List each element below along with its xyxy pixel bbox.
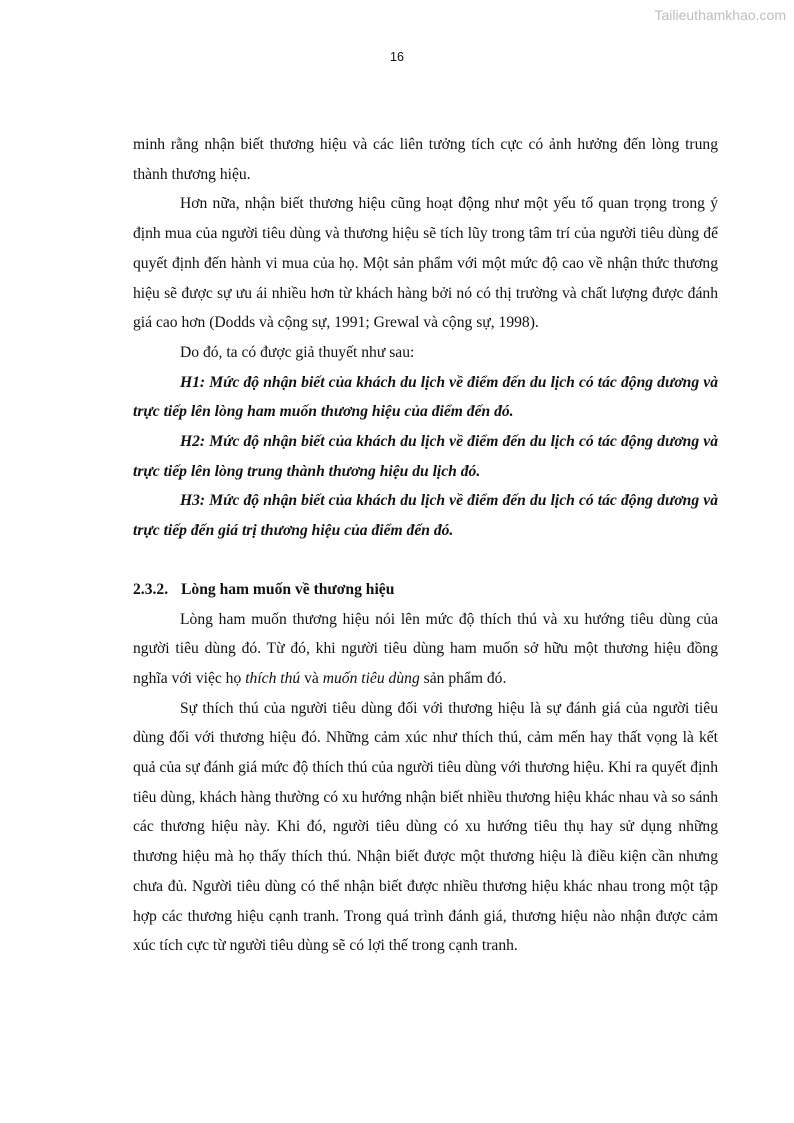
hypothesis-h2: H2: Mức độ nhận biết của khách du lịch về điểm đến du lịch có tác động dương và trực tiếp lên lòng trung thành thương hiệu du lịch đó. [133,433,718,480]
text-span: sản phẩm đó. [419,669,507,687]
paragraph-brand-desire [133,605,718,694]
emphasis-thich-thu: thích thú [245,669,301,687]
paragraph-brand-awareness: Hơn nữa, nhận biết thương hiệu cũng hoạt động như một yếu tố quan trọng trong ý định mua của người tiêu dùng và thương hiệu sẽ tích lũy trong tâm trí của người tiêu dùng để quyết định đến hành vi mua của họ. Một sản phẩm với một mức độ cao về nhận thức thương hiệu sẽ được sự ưu ái nhiều hơn từ khách hàng bởi nó có thị trường và chất lượng được đánh giá cao hơn (Dodds và cộng sự, 1991; Grewal và cộng sự, 1998). [133,195,718,332]
emphasis-muon-tieu-dung: muốn tiêu dùng [322,669,420,687]
paragraph-hypothesis-intro: Do đó, ta có được giả thuyết như sau: [180,343,415,361]
paragraph-continuation: minh rằng nhận biết thương hiệu và các liên tưởng tích cực có ảnh hưởng đến lòng trung thành thương hiệu. [133,136,718,183]
section-title: Lòng ham muốn về thương hiệu [181,580,395,598]
page-number: 16 [390,50,404,64]
text-span: Lòng ham muốn thương hiệu nói lên mức độ thích thú và xu hướng tiêu dùng của người tiêu dùng đó. Từ đó, khi người tiêu dùng ham muốn sở hữu một thương hiệu đồng nghĩa với việc họ [133,610,718,687]
section-heading [133,575,718,605]
paragraph-consumer-liking: Sự thích thú của người tiêu dùng đối với thương hiệu là sự đánh giá của người tiêu dùng đối với thương hiệu đó. Những cảm xúc như thích thú, cảm mến hay thất vọng là kết quả của sự đánh giá mức độ thích thú của người tiêu dùng với thương hiệu. Khi ra quyết định tiêu dùng, khách hàng thường có xu hướng nhận biết nhiều thương hiệu khác nhau và so sánh các thương hiệu này. Khi đó, người tiêu dùng có xu hướng tiêu thụ hay sử dụng những thương hiệu mà họ thấy thích thú. Nhận biết được một thương hiệu là điều kiện cần nhưng chưa đủ. Người tiêu dùng có thể nhận biết được nhiều thương hiệu khác nhau trong một tập hợp các thương hiệu cạnh tranh. Trong quá trình đánh giá, thương hiệu nào nhận được cảm xúc tích cực từ người tiêu dùng sẽ có lợi thế trong cạnh tranh. [133,699,718,955]
hypothesis-h1: H1: Mức độ nhận biết của khách du lịch về điểm đến du lịch có tác động dương và trực tiếp lên lòng ham muốn thương hiệu của điểm đến đó. [133,373,718,421]
text-span: và [300,669,323,687]
watermark: Tailieuthamkhao.com [654,7,786,23]
page-body [133,130,718,961]
section-number: 2.3.2. [133,580,169,598]
hypothesis-h3: H3: Mức độ nhận biết của khách du lịch về điểm đến du lịch có tác động dương và trực tiếp đến giá trị thương hiệu của điểm đến đó. [133,492,718,540]
